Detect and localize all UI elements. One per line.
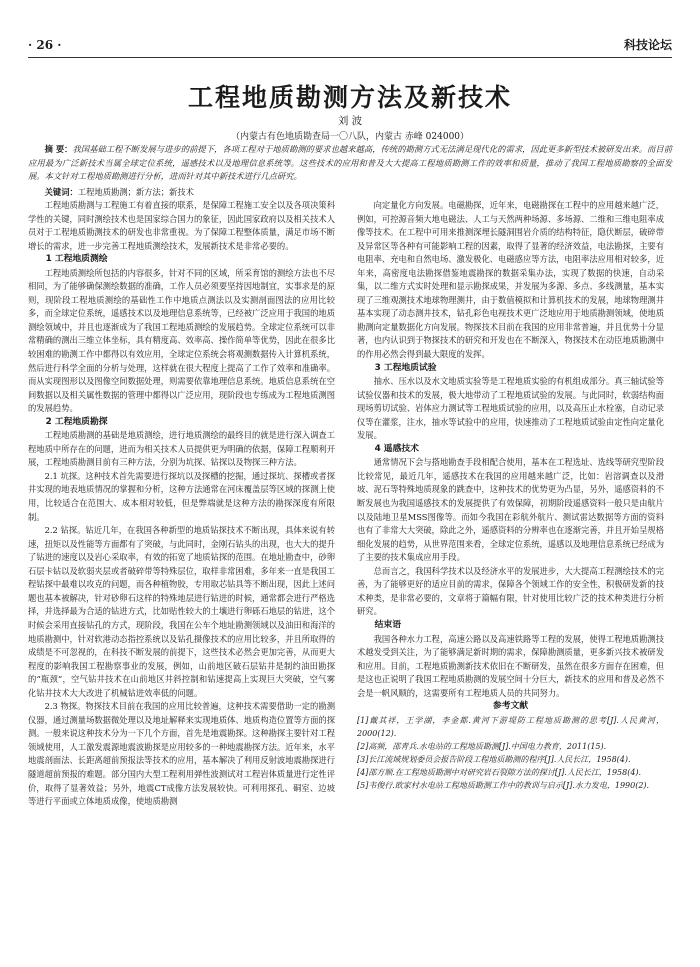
paragraph: 通常情况下会与搭地勘查手段相配合使用，基本在工程选址、选线等研究型阶段比较常见，最近几年，遥感技术在我国的应用越来越广泛，比如：岩溶调查以及滑坡、泥石等特殊地质现象的跳查中，这种技术的优势更为凸显，另外，遥感资料的不断发展也为我国遥感技术的发展提供了有效保障，初期阶段遥感资料一般只是由航片以及陆地卫星MSS图像等。而如今我国在彩航外航片、测试雷达数据等方面的资料也有了非常大大突破，除此之外，遥感资料的分辨率也在逐渐完善，并且开始呈规格细化发展的趋势，从世界范围来看，全球定位系统，遥感以及地理信息系统已经成为了主要的技术集成应用手段。 <box>357 457 664 563</box>
references-heading: 参考文献 <box>492 701 529 712</box>
left-column <box>28 199 335 809</box>
right-column <box>357 199 664 792</box>
reference-item: [1]戴其祥，王学湖，李金都.黄河下游堤防工程地质勘测的思考[J].人民黄河，2000(12). <box>357 715 664 738</box>
paragraph: 抽水、压水以及水文地质实验等是工程地质实验的有机组成部分。真三轴试验等试验仪器和技术的发展，极大地带动了工程地质试验的发展。与此同时，软弱结构面现场剪切试验、岩体应力测试等工程地质试验的应用，以及高压止水栓塞，自动记录仪等在灌浆，注水，抽水等试验中的应用，快速推动了工程地质试验由定性向定量化发展。 <box>357 376 664 441</box>
section-heading: 2 工程地质勘探 <box>45 416 108 427</box>
journal-section: 科技论坛 <box>623 38 672 52</box>
abstract-label: 摘 要： <box>44 144 73 154</box>
keywords-text: 工程地质勘测；新方法；新技术 <box>77 187 194 197</box>
paragraph: 我国各种水力工程，高速公路以及高速铁路等工程的发展，使得工程地质勘测技术越发受到关注，为了能够满足新时期的需求，保障勘测质量，更多新兴技术被研发和应用。目前，工程地质勘测新技术依旧在不断研发，虽然在很多方面存在困难，但是这也正说明了我国工程地质勘测的发展空间十分巨大，新技术的应用和普及必然不会是一帆风顺的，这需要所有工程地质人员的共同努力。 <box>357 633 664 698</box>
paragraph: 工程地质勘测与工程施工有着直接的联系，是保障工程施工安全以及各项决策科学性的关键，同时测绘技术也是国家综合国力的象征，因此国家政府以及相关技术人员对于工程地质勘测技术的研发也非常重视。为了保障工程整体质量，满足市场不断增长的需求，进一步完善工程地质测绘技术，发展新技术是非常必要的。 <box>28 200 335 251</box>
paragraph: 2.1 坑探。这种技术首先需要进行探坑以及探槽的挖掘，通过探坑、探槽或者探井实现的地表地质情况的掌握和分析，这种方法通常在河床覆盖层等区域的探测上使用，比较适合在范围大、成本相对较低，但是弊端就是这种方法的勘探深度有所限制。 <box>28 470 335 522</box>
reference-item: [4]邵方顺.在工程地质勘测中对研究岩石裂隙方法的探讨[J].人民长江，1958(4). <box>357 767 642 777</box>
paragraph: 2.2 钻探。钻近几年，在我国各种新型的地质钻探技术不断出现，具体来说有转速，扭矩以及性能等方面都有了突破，与此同时，金刚石钻头的出现，也大大的提升了钻进的速度以及岩心采取率，有效的拓宽了地质钻探的范围。在地址勘查中，砂卵石层卡钻以及软弱夹层或者破碎带等特殊层位，取样非常困难，多年来一直是我国工程钻探中最难以攻克的问题，而各种植物胶，专用取芯钻具等不断出现，因此上述问题也基本被解决，针对砂卵石这样的特殊地层进行钻进的时候，通常都会进行严格选择，并选择最为合适的钻进方式，比如贴性较大的土壤进行卵砾石地层的钻进，这个时候会采用直接钻孔的方式，现阶段，我国在公车个地址勘测领域以及油田和海洋的地质勘测中，针对软港动态指控系统以及钻孔摄像技术的应用比较多，并且所取得的成绩是不可忽视的，在科技不断发展的前提下，这些技术必然会更加完善，从而更大程度的影响我国工程勘察事业的发展，例如，山前地区破石层钻井是制约油田勘探的“瓶颈”，空气钻井技术在山前地区井斜控制和钻速提高上实现巨大突破，空气雾化钻井技术大大改进了机械钻进效率低的问题。 <box>28 525 335 698</box>
article-title: 工程地质勘测方法及新技术 <box>187 83 512 112</box>
page-number: · 26 · <box>28 38 62 52</box>
affiliation: （内蒙古有色地质勘查局一〇八队，内蒙古 赤峰 024000） <box>230 132 470 142</box>
abstract-text: 我国基础工程不断发展与进步的前提下，各项工程对于地质勘测的要求也越来越高，传统的勘测方式无法满足现代化的需求，因此更多新型技术被研发出来。而目前应用最为广泛新技术当属全球定位系统，遥感技术以及地理信息系统等。这些技术的应用和普及大大提高工程地质勘测工作的效率和质量，推动了我国工程地质勘察的全面发展。本文针对工程地质勘测进行分析，进而针对其中新技术进行几点研究。 <box>28 144 672 182</box>
keywords <box>28 186 672 199</box>
page-header <box>28 36 672 54</box>
paragraph: 向定量化方向发展。电磁勘探，近年来，电磁勘探在工程中的应用越来越广泛，例如，可控源音频大地电磁法、人工与天然两种场源、多场源、二维和三维电阻率成像等技术。在工程中可用来推测深埋长隧洞围岩介质的结构特征，隐伏断层，破碎带及异常区等各种有可能影响工程的因素，取得了显著的经济效益，电法勘探，主要有电阻率、充电和自然电场、激发极化、电磁感应等方法，电阻率法应用相对较多，近年来，高密度电法勘探借鉴地震勘探的数据采集办法，实现了数据的快速，自动采集，以二维方式实时处理和显示勘探成果，并发展为多源、多点、多线测量，基本实现了三维观测技术地球物理测井，由于数值模拟和计算机技术的发展，地球物理测井基本实现了动态测井技术，钻孔彩色电视技术更广泛地应用于地质勘测领域，使地质勘测向定量数据化方向发展。物探技术目前在我国的应用非常普遍，并且优势十分显著，也内认识到于物探技术的研究和开发也在不断深入，物探技术在动臣地质勘测中的作用必然会得到最大限度的发挥。 <box>357 200 664 360</box>
keywords-label: 关键词： <box>44 187 78 197</box>
paragraph: 工程地质勘测的基础是地质测绘，进行地质测绘的最终目的就是进行深入调查工程地质中所存在的问题，进而为相关技术人员提供更为明确的依据，保障工程顺利开展，工程地质勘测目前有三种方法，分别为坑探、钻探以及物探三种方法。 <box>28 430 335 468</box>
reference-item: [5]韦俊行.欧家村水电站工程地质勘测工作中的教训与启示[J].水力发电，1990(2). <box>357 780 650 790</box>
section-heading: 3 工程地质试验 <box>374 362 437 373</box>
section-heading: 1 工程地质测绘 <box>45 254 108 265</box>
reference-item: [2]高频，邵青兵.水电站的工程地质勘测[J].中国电力教育，2011(15). <box>357 741 607 751</box>
paragraph: 2.3 物探。物探技术目前在我国的应用比较普遍，这种技术需要借助一定的勘测仪器，通过测量场数据微处理以及地址解释来实现地质体、地质构造位置等方面的探测。一般来说这种技术分为一下几个方面，首先是地震勘探。这种勘探主要针对工程领域使用，人工激发震源地震波勘探是应用较多的一种地震勘探方法。近年来，水平地震剖面法、长距离超前预报法等技术的应用，基本解决了利用反射波地震勘探进行隧道超前预报的难题。部分国内大型工程利用弹性波测试对工程岩体质量进行定性评价，取得了显著效益；另外，地震CT成像方法发展较快。可利用探孔、硐室、边坡等进行平面或立体地质成像，使地质勘测 <box>28 701 335 807</box>
section-heading: 结束语 <box>374 619 401 630</box>
header-rule <box>28 57 672 58</box>
author: 刘 波 <box>337 115 363 127</box>
reference-item: [3]长江流域规划委员会报告阶段工程地质勘测的程序[J].人民长江，1958(4). <box>357 754 631 764</box>
abstract <box>28 143 672 184</box>
paragraph: 工程地质测绘所包括的内容很多，针对不同的区域，所采育馆的测绘方法也不尽相同，为了能够确保测绘数据的准确，工作人员必须要坚持因地制宜，实事求是的原则，现阶段工程地质测绘的基础性工作中地质点测法以及实测剖面图法的应用比较多，而全球定位系统，遥感技术以及地理信息系统等，已经被广泛应用于我国的地质测绘领域中，并且也逐渐成为了我国工程地质测绘的发展趋势。全球定位系统可以非常精确的测出三维立体坐标，具有精度高、效率高、操作简单等优势，因此在很多比较困难的勘测工作中都得以有效应用，全球定位系统会将观测数据传入计算机系统，然后进行科学全面的分析与处理，这样就在很大程度上提高了工作了效率和准确率。而从实现图形以及图像空间数据处理，则需要依靠地理信息系统。地质信息系统在空间数据以及相关属性数据的管理中都得以广泛应用，现阶段也专练成为工程地质测图的发展趋势。 <box>28 267 335 414</box>
section-heading: 4 遥感技术 <box>374 443 419 454</box>
paragraph: 总而言之，我国科学技术以及经济水平的发展进步，大大提高工程测绘技术的完善，为了能够更好的适应目前的需求，保障各个领域工作的安全性，积极研发新的技术种类，是非常必要的，文章将于篇幅有限，针对使用比较广泛的技术种类进行分析研究。 <box>357 565 664 617</box>
